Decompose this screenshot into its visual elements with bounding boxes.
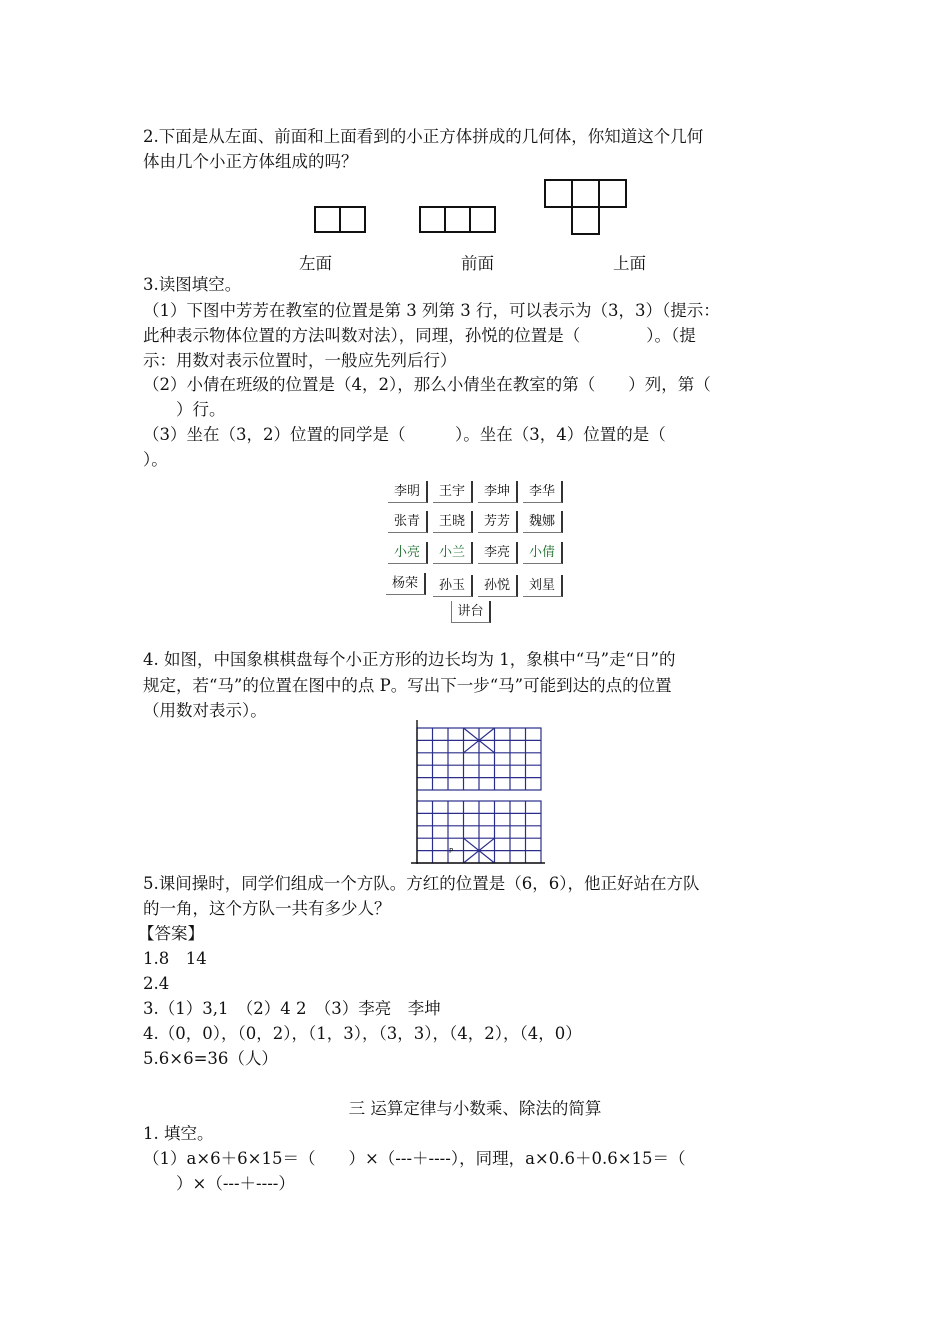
answers-header: 【答案】 <box>138 924 204 943</box>
answer-3: 3.（1）3,1 （2）4 2 （3）李亮 李坤 <box>143 999 441 1018</box>
chess-board-figure <box>405 718 550 866</box>
section3-q1-line1: （1）a×6＋6×15＝（ ）×（---＋----），同理，a×0.6＋0.6×15＝（ <box>143 1149 686 1168</box>
q3-line7: ）。 <box>143 450 168 469</box>
seat: 李坤 <box>478 481 518 503</box>
seat: 小倩 <box>523 542 563 564</box>
answer-4: 4.（0，0），（0，2），（1，3），（3，3），（4，2），（4，0） <box>143 1024 582 1043</box>
q5-line2: 的一角，这个方队一共有多少人？ <box>143 899 391 918</box>
answer-2: 2.4 <box>143 974 170 993</box>
podium: 讲台 <box>451 601 491 623</box>
q3-line2: 此种表示物体位置的方法叫数对法），同理，孙悦的位置是（ ）。（提 <box>143 326 696 345</box>
seat: 芳芳 <box>478 511 518 533</box>
point-p-label: P <box>449 847 454 855</box>
q4-line3: （用数对表示）。 <box>143 701 267 720</box>
label-front-view: 前面 <box>461 254 494 273</box>
answer-5: 5.6×6=36（人） <box>143 1049 278 1068</box>
seat: 魏娜 <box>523 511 563 533</box>
q3-line6: （3）坐在（3，2）位置的同学是（ ）。坐在（3，4）位置的是（ <box>143 425 666 444</box>
label-left-view: 左面 <box>299 254 332 273</box>
seat: 孙悦 <box>478 575 518 597</box>
seat: 小兰 <box>433 542 473 564</box>
q3-line4: （2）小倩在班级的位置是（4，2），那么小倩坐在教室的第（ ）列，第（ <box>143 375 711 394</box>
q4-line1: 4. 如图，中国象棋棋盘每个小正方形的边长均为 1，象棋中“马”走“日”的 <box>143 650 676 669</box>
q3-title: 3.读图填空。 <box>143 275 242 294</box>
seat: 王晓 <box>433 511 473 533</box>
section3-q1-line2: ）×（---＋----） <box>143 1174 295 1193</box>
q2-text-line1: 2.下面是从左面、前面和上面看到的小正方体拼成的几何体，你知道这个几何 <box>143 127 704 146</box>
seat: 刘星 <box>523 575 563 597</box>
q3-line5: ）行。 <box>143 400 226 419</box>
answer-1: 1.8 14 <box>143 949 207 968</box>
section3-q1: 1. 填空。 <box>143 1124 214 1143</box>
q3-line3: 示：用数对表示位置时，一般应先列后行） <box>143 351 457 370</box>
seat: 李华 <box>523 481 563 503</box>
section-title: 三 运算定律与小数乘、除法的简算 <box>348 1099 602 1118</box>
q5-line1: 5.课间操时，同学们组成一个方队。方红的位置是（6，6），他正好站在方队 <box>143 874 700 893</box>
seat: 孙玉 <box>433 575 473 597</box>
seat: 李明 <box>388 481 428 503</box>
seat: 王宇 <box>433 481 473 503</box>
q3-line1: （1）下图中芳芳在教室的位置是第 3 列第 3 行，可以表示为（3，3）（提示： <box>143 301 720 320</box>
label-top-view: 上面 <box>613 254 646 273</box>
seat: 张青 <box>388 511 428 533</box>
q4-line2: 规定，若“马”的位置在图中的点 P。写出下一步“马”可能到达的点的位置 <box>143 676 672 695</box>
seat: 李亮 <box>478 542 518 564</box>
q2-text-line2: 体由几个小正方体组成的吗？ <box>143 152 358 171</box>
seat: 小亮 <box>388 542 428 564</box>
seat: 杨荣 <box>386 573 426 595</box>
